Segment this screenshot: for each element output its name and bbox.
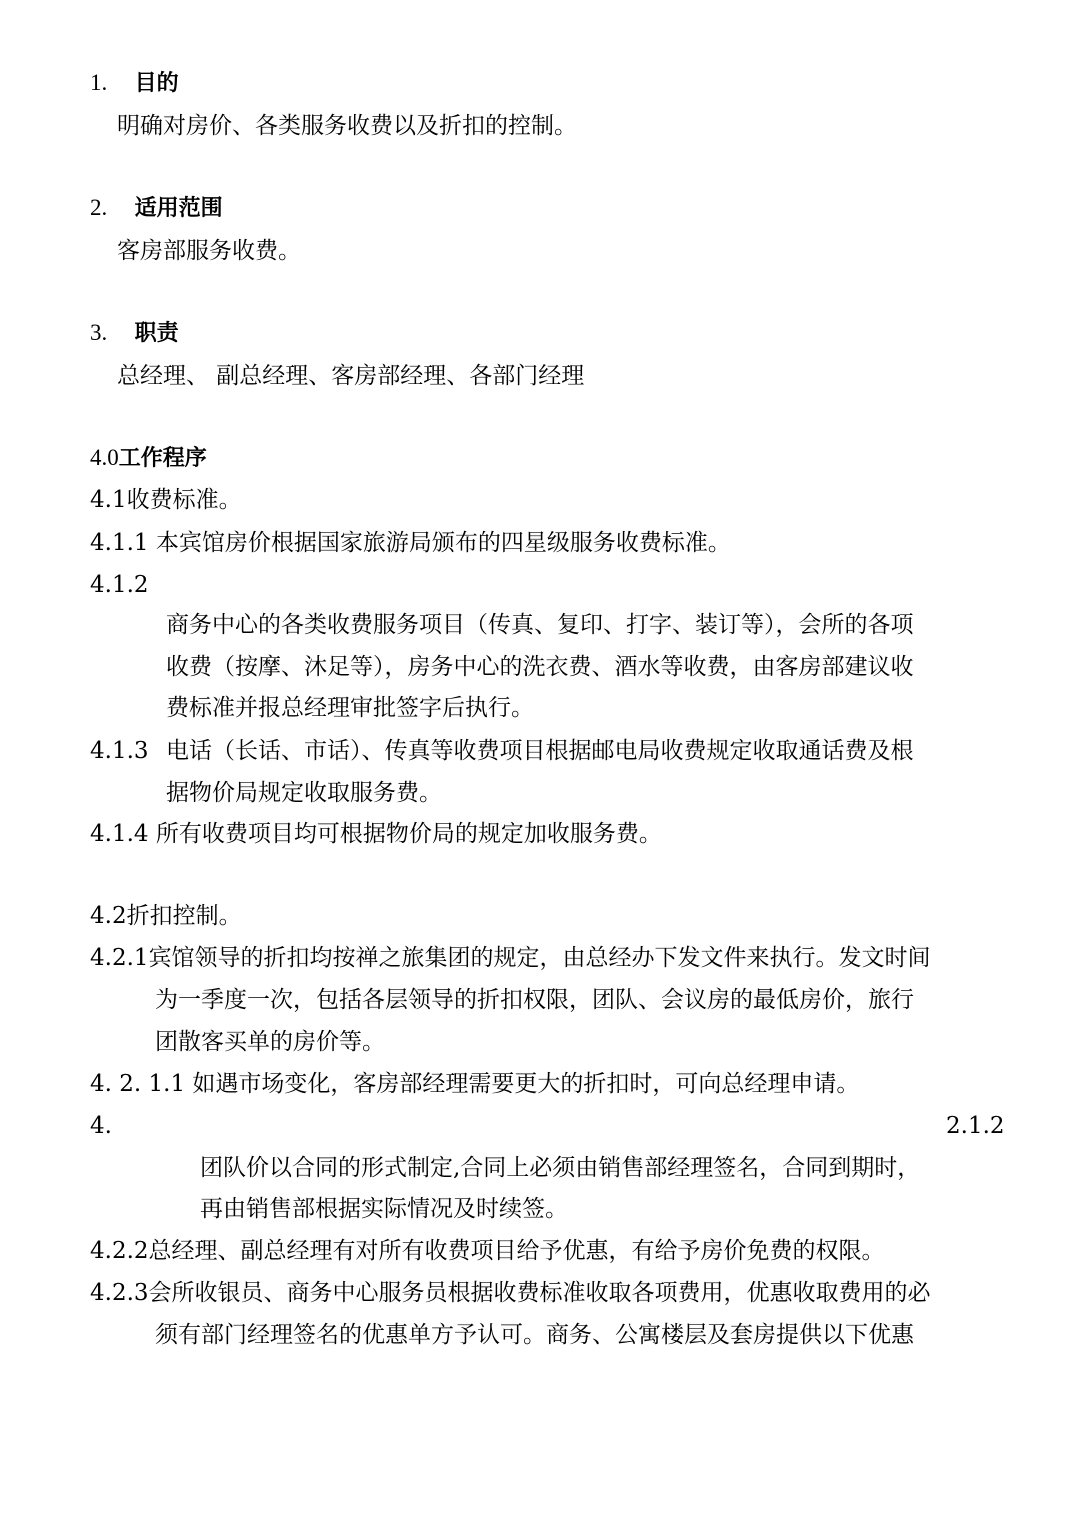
para-4-2-1-line-2: 为一季度一次，包括各层领导的折扣权限，团队、会议房的最低房价，旅行 — [155, 987, 914, 1013]
para-4-2-1-line-1: 4.2.1宾馆领导的折扣均按禅之旅集团的规定，由总经办下发文件来执行。发文时间 — [90, 945, 931, 971]
para-4-2-1-1: 4. 2. 1.1 如遇市场变化，客房部经理需要更大的折扣时，可向总经理申请。 — [90, 1071, 860, 1097]
section-3-title: 职责 — [134, 321, 179, 346]
para-4-2-3-line-1: 4.2.3会所收银员、商务中心服务员根据收费标准收取各项费用，优惠收取费用的必 — [90, 1280, 931, 1306]
section-1-title: 目的 — [134, 71, 179, 96]
para-4-1-1: 4.1.1 本宾馆房价根据国家旅游局颁布的四星级服务收费标准。 — [90, 530, 731, 556]
para-4-1-2-line-2: 收费（按摩、沐足等），房务中心的洗衣费、酒水等收费，由客房部建议收 — [166, 654, 914, 680]
para-4-2-2: 4.2.2总经理、副总经理有对所有收费项目给予优惠，有给予房价免费的权限。 — [90, 1238, 885, 1264]
para-4-1-2-line-3: 费标准并报总经理审批签字后执行。 — [166, 695, 534, 721]
para-4-2-1-line-3: 团散客买单的房价等。 — [155, 1029, 385, 1055]
section-1-number: 1. — [90, 70, 108, 95]
para-4-2: 4.2折扣控制。 — [90, 903, 242, 929]
para-4-1-3-number: 4.1.3 — [90, 738, 149, 764]
section-4-title: 工作程序 — [118, 446, 207, 471]
para-4-2-3-line-2: 须有部门经理签名的优惠单方予认可。商务、公寓楼层及套房提供以下优惠 — [155, 1322, 914, 1348]
para-4-1-3-line-2: 据物价局规定收取服务费。 — [166, 780, 442, 806]
para-4-1-4: 4.1.4 所有收费项目均可根据物价局的规定加收服务费。 — [90, 821, 662, 847]
para-4-2-1-2-line-1: 团队价以合同的形式制定,合同上必须由销售部经理签名，合同到期时， — [200, 1155, 921, 1181]
para-4-2-1-2-prefix: 4. — [90, 1113, 112, 1139]
section-2-title: 适用范围 — [134, 196, 223, 221]
section-3-number: 3. — [90, 320, 108, 345]
section-3-heading — [90, 318, 179, 349]
para-4-1-2-number: 4.1.2 — [90, 572, 149, 598]
para-4-2-1-2-number: 2.1.2 — [946, 1113, 1005, 1139]
section-1-heading — [90, 68, 179, 99]
para-4-1: 4.1收费标准。 — [90, 487, 242, 513]
para-4-1-3-line-1: 电话（长话、市话）、传真等收费项目根据邮电局收费规定收取通话费及根 — [166, 738, 914, 764]
section-4-number: 4.0 — [90, 445, 119, 470]
para-4-2-1-2-line-2: 再由销售部根据实际情况及时续签。 — [200, 1196, 568, 1222]
section-2-number: 2. — [90, 195, 108, 220]
section-1-body: 明确对房价、各类服务收费以及折扣的控制。 — [117, 113, 577, 139]
para-4-1-2-line-1: 商务中心的各类收费服务项目（传真、复印、打字、装订等），会所的各项 — [166, 612, 914, 638]
section-2-body: 客房部服务收费。 — [117, 238, 301, 264]
section-3-body: 总经理、 副总经理、客房部经理、各部门经理 — [117, 363, 585, 389]
section-2-heading — [90, 193, 223, 224]
section-4-heading — [90, 443, 207, 474]
